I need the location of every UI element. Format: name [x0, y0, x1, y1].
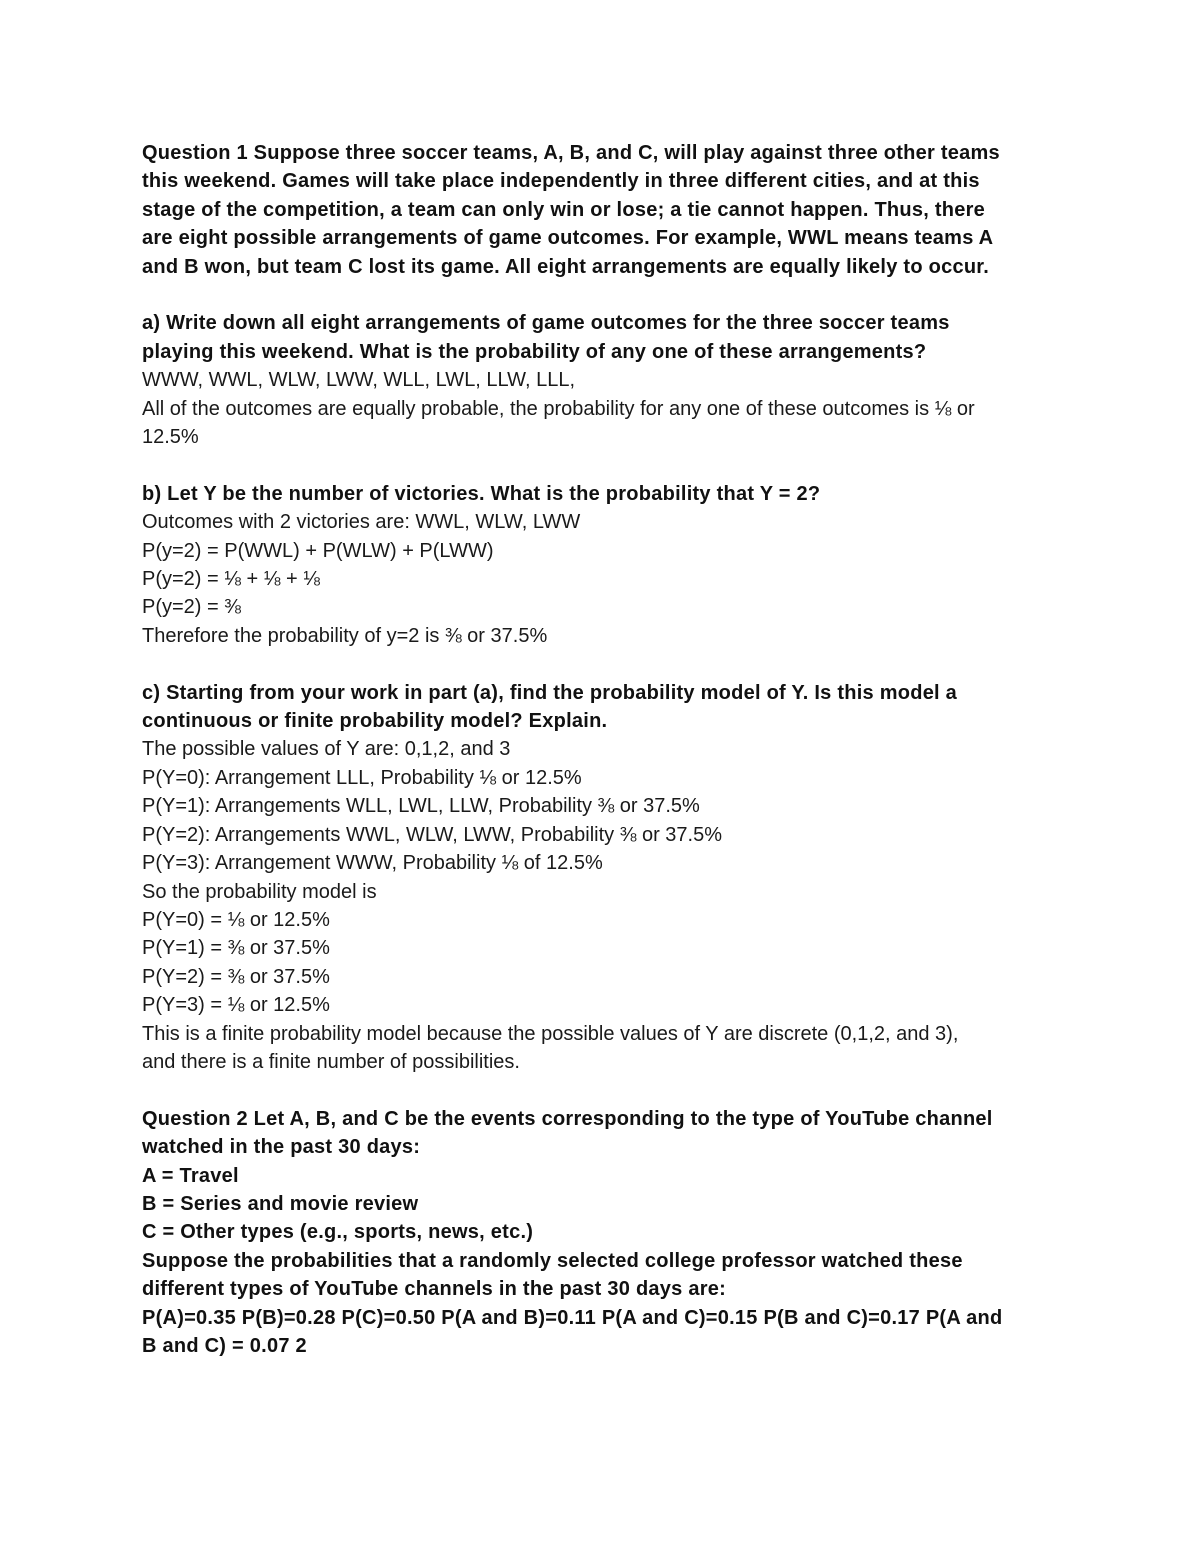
text-line: Suppose the probabilities that a randomly selected college professor watched these: [142, 1249, 963, 1272]
question-text: c) Starting from your work in part (a), find the probability model of Y. Is this model a: [142, 681, 958, 704]
paragraph-gap: [142, 1076, 1062, 1104]
text-line: this weekend. Games will take place independently in three different cities, and at this: [142, 170, 980, 193]
answer-text: The possible values of Y are: 0,1,2, and 3: [142, 738, 511, 761]
answer-text: 12.5%: [142, 426, 199, 449]
text-line: stage of the competition, a team can only win or lose; a tie cannot happen. Thus, there: [142, 198, 985, 221]
answer-text: and there is a finite number of possibilities.: [142, 1050, 520, 1073]
answer-text: So the probability model is: [142, 880, 377, 903]
question-1a: [142, 309, 1062, 451]
paragraph-gap: [142, 281, 1062, 309]
answer-text: P(Y=2) = ⅜ or 37.5%: [142, 965, 330, 988]
answer-text: P(Y=2): Arrangements WWL, WLW, LWW, Probability ⅜ or 37.5%: [142, 823, 722, 846]
text-line: A = Travel: [142, 1164, 239, 1187]
answer-text: P(Y=3) = ⅛ or 12.5%: [142, 994, 330, 1017]
text-line: C = Other types (e.g., sports, news, etc.): [142, 1221, 534, 1244]
question-1b: [142, 480, 1062, 650]
question-1c: [142, 679, 1062, 1077]
answer-text: This is a finite probability model because the possible values of Y are discrete (0,1,2, and 3),: [142, 1022, 959, 1045]
answer-text: Outcomes with 2 victories are: WWL, WLW, LWW: [142, 511, 581, 534]
text-line: B and C) = 0.07 2: [142, 1335, 307, 1357]
paragraph-gap: [142, 650, 1062, 678]
answer-text: All of the outcomes are equally probable, the probability for any one of these outcomes is ⅛ or: [142, 397, 975, 420]
answer-text: P(Y=1): Arrangements WLL, LWL, LLW, Probability ⅜ or 37.5%: [142, 795, 700, 818]
answer-text: Therefore the probability of y=2 is ⅜ or 37.5%: [142, 624, 548, 647]
text-line: are eight possible arrangements of game outcomes. For example, WWL means teams A: [142, 227, 994, 250]
question-text: a) Write down all eight arrangements of game outcomes for the three soccer teams: [142, 312, 950, 335]
answer-text: P(Y=0) = ⅛ or 12.5%: [142, 908, 330, 931]
question-text: continuous or finite probability model? Explain.: [142, 710, 608, 733]
text-line: watched in the past 30 days:: [142, 1136, 421, 1159]
question-text: b) Let Y be the number of victories. What is the probability that Y = 2?: [142, 482, 821, 505]
text-line: Question 1 Suppose three soccer teams, A, B, and C, will play against three other teams: [142, 142, 1000, 164]
paragraph-gap: [142, 451, 1062, 479]
text-line: Question 2 Let A, B, and C be the events corresponding to the type of YouTube channel: [142, 1107, 993, 1130]
text-line: P(A)=0.35 P(B)=0.28 P(C)=0.50 P(A and B)=0.11 P(A and C)=0.15 P(B and C)=0.17 P(A and: [142, 1306, 1003, 1329]
answer-text: P(Y=3): Arrangement WWW, Probability ⅛ of 12.5%: [142, 852, 603, 875]
answer-text: WWW, WWL, WLW, LWW, WLL, LWL, LLW, LLL,: [142, 369, 575, 392]
document-page: [142, 139, 1062, 1360]
answer-text: P(Y=1) = ⅜ or 37.5%: [142, 937, 330, 960]
answer-text: P(y=2) = ⅛ + ⅛ + ⅛: [142, 568, 320, 591]
text-line: different types of YouTube channels in the past 30 days are:: [142, 1278, 727, 1301]
answer-text: P(y=2) = P(WWL) + P(WLW) + P(LWW): [142, 539, 494, 562]
answer-text: P(Y=0): Arrangement LLL, Probability ⅛ or 12.5%: [142, 766, 582, 789]
text-line: B = Series and movie review: [142, 1192, 419, 1215]
text-line: and B won, but team C lost its game. All eight arrangements are equally likely to occur.: [142, 255, 990, 278]
question-1-prompt: [142, 139, 1062, 281]
question-2-prompt: [142, 1105, 1062, 1361]
question-text: playing this weekend. What is the probability of any one of these arrangements?: [142, 340, 927, 363]
answer-text: P(y=2) = ⅜: [142, 596, 241, 619]
